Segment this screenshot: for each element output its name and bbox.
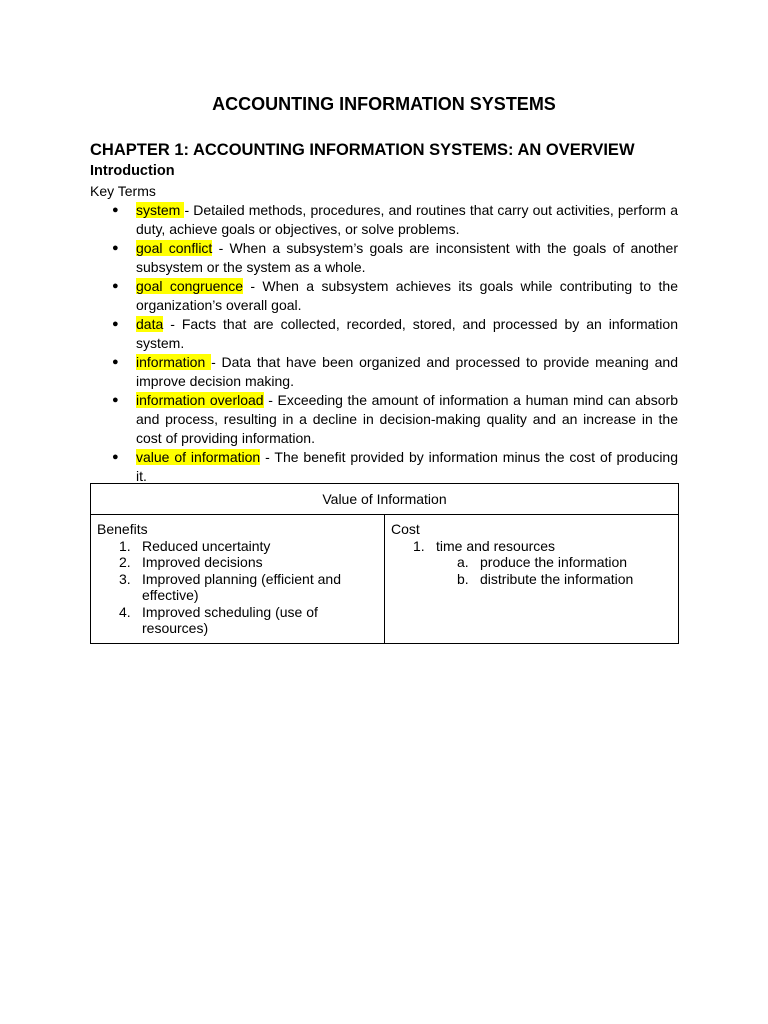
list-item-text: Reduced uncertainty bbox=[142, 537, 271, 554]
term-definition: - Data that have been organized and processed to provide meaning and improve decision making. bbox=[136, 354, 678, 389]
list-marker: 4. bbox=[119, 603, 131, 620]
list-item bbox=[97, 604, 378, 637]
list-item-text: distribute the information bbox=[480, 570, 634, 587]
cost-sublist bbox=[391, 554, 672, 587]
key-term-item bbox=[90, 315, 678, 353]
list-marker: 1. bbox=[413, 537, 425, 554]
key-term-item bbox=[90, 201, 678, 239]
list-item-text: Improved decisions bbox=[142, 554, 263, 570]
list-item-text: Improved planning (efficient and effective) bbox=[142, 570, 341, 603]
list-item bbox=[391, 571, 672, 588]
key-term-item bbox=[90, 391, 678, 448]
key-term-item bbox=[90, 448, 678, 486]
key-terms-heading: Key Terms bbox=[90, 183, 156, 199]
bullet-icon: ● bbox=[112, 280, 119, 292]
list-marker: 2. bbox=[119, 554, 131, 570]
key-term-item bbox=[90, 353, 678, 391]
benefits-list bbox=[97, 538, 378, 637]
benefits-heading: Benefits bbox=[97, 521, 148, 537]
term-highlight: data bbox=[136, 316, 164, 332]
list-marker: b. bbox=[457, 570, 469, 587]
term-definition: - Exceeding the amount of information a human mind can absorb and process, resulting in a decline in decision-making quality and an increase in the cost of providing information. bbox=[136, 392, 678, 446]
bullet-icon: ● bbox=[112, 242, 119, 254]
term-definition: - Detailed methods, procedures, and routines that carry out activities, perform a duty, achieve goals or objectives, or solve problems. bbox=[136, 202, 679, 237]
list-item-text: produce the information bbox=[480, 554, 628, 570]
chapter-title: CHAPTER 1: ACCOUNTING INFORMATION SYSTEMS: AN OVERVIEW bbox=[90, 141, 635, 159]
term-definition: - Facts that are collected, recorded, stored, and processed by an information system. bbox=[136, 316, 678, 351]
benefits-cell bbox=[91, 515, 385, 644]
value-of-information-table bbox=[90, 483, 679, 644]
bullet-icon: ● bbox=[112, 204, 119, 216]
bullet-icon: ● bbox=[112, 318, 119, 330]
table-header-row bbox=[91, 484, 679, 515]
list-item bbox=[391, 538, 672, 555]
list-marker: 3. bbox=[119, 570, 131, 587]
cost-cell bbox=[385, 515, 679, 644]
list-item bbox=[97, 554, 378, 571]
list-marker: 1. bbox=[119, 537, 131, 554]
key-term-item bbox=[90, 239, 678, 277]
bullet-icon: ● bbox=[112, 394, 119, 406]
document-title: ACCOUNTING INFORMATION SYSTEMS bbox=[212, 94, 556, 114]
list-item bbox=[97, 571, 378, 604]
cost-heading: Cost bbox=[391, 521, 420, 537]
table-row bbox=[91, 515, 679, 644]
term-highlight: goal conflict bbox=[136, 240, 213, 256]
term-highlight: goal congruence bbox=[136, 278, 243, 294]
list-item-text: time and resources bbox=[436, 537, 556, 554]
term-definition: - When a subsystem achieves its goals while contributing to the organization’s overall goal. bbox=[136, 278, 678, 313]
list-item-text: Improved scheduling (use of resources) bbox=[142, 603, 318, 636]
list-item bbox=[97, 538, 378, 555]
term-highlight: information overload bbox=[136, 392, 264, 408]
list-marker: a. bbox=[457, 554, 469, 570]
term-highlight: system bbox=[136, 202, 185, 218]
section-title: Introduction bbox=[90, 163, 175, 179]
key-term-item bbox=[90, 277, 678, 315]
bullet-icon: ● bbox=[112, 356, 119, 368]
term-highlight: information bbox=[136, 354, 212, 370]
term-definition: - The benefit provided by information minus the cost of producing it. bbox=[136, 449, 679, 484]
table-header: Value of Information bbox=[91, 484, 679, 515]
bullet-icon: ● bbox=[112, 451, 119, 463]
list-item bbox=[391, 554, 672, 571]
term-definition: - When a subsystem’s goals are inconsistent with the goals of another subsystem or the system as a whole. bbox=[136, 240, 678, 275]
key-terms-list bbox=[90, 201, 678, 486]
cost-list bbox=[391, 538, 672, 555]
term-highlight: value of information bbox=[136, 449, 261, 465]
